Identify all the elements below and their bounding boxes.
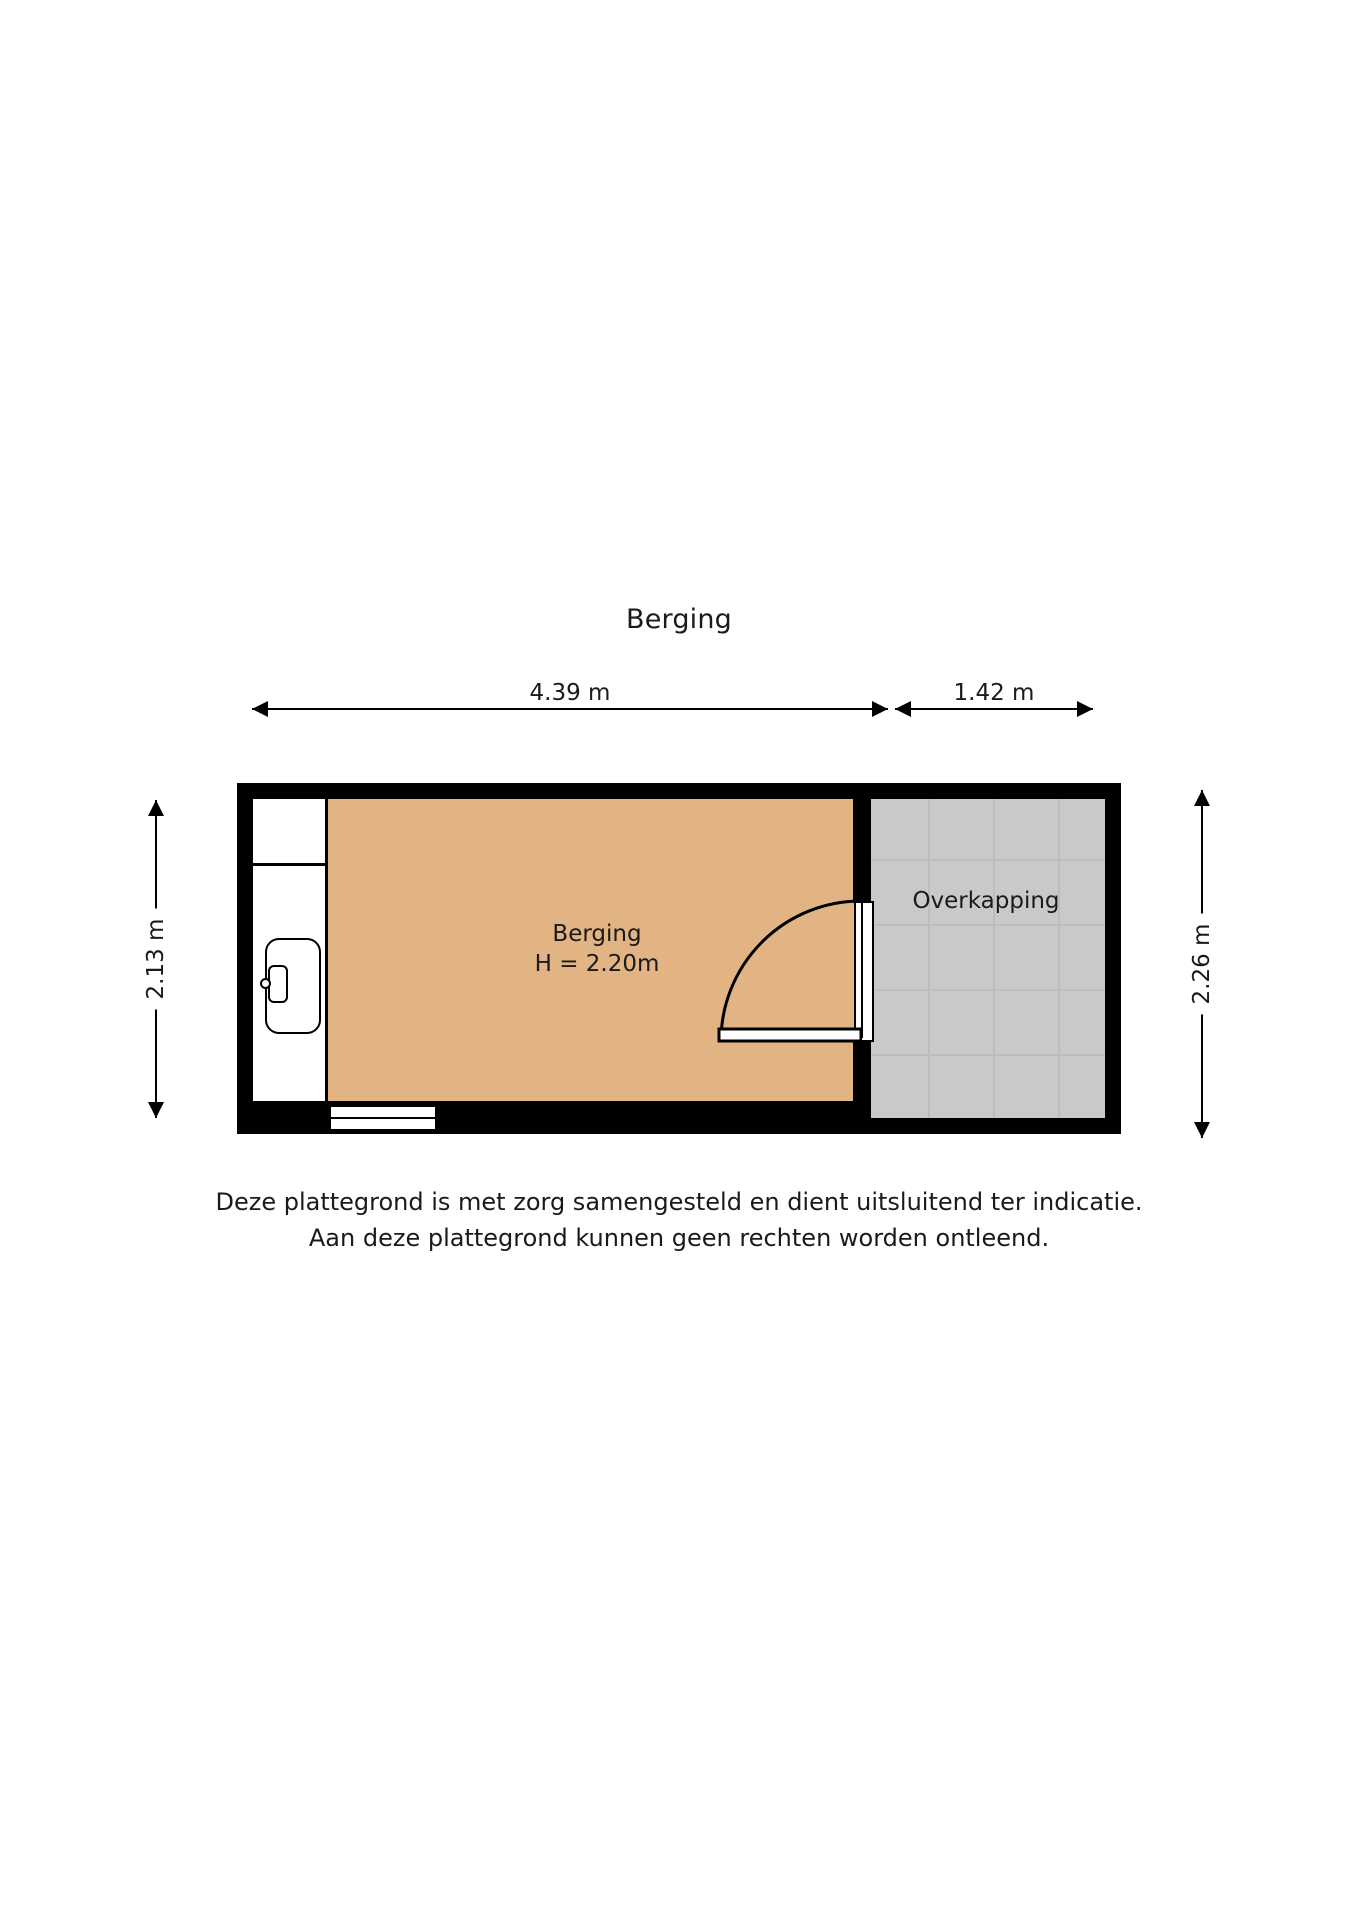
arrow-right-icon — [1077, 701, 1093, 717]
wall-right — [1105, 783, 1121, 1134]
partition-line — [325, 799, 328, 1101]
dimension-line — [895, 708, 1093, 710]
sink-faucet-icon — [268, 965, 288, 1003]
disclaimer-line-2: Aan deze plattegrond kunnen geen rechten worden ontleend. — [308, 1224, 1050, 1252]
dimension-left — [136, 800, 176, 1118]
arrow-left-icon — [252, 701, 268, 717]
dimension-top-right — [895, 679, 1093, 719]
wall-left — [237, 783, 253, 1134]
dimension-line — [252, 708, 888, 710]
room-height: H = 2.20m — [534, 951, 660, 977]
arrow-up-icon — [148, 800, 164, 816]
arrow-up-icon — [1194, 790, 1210, 806]
disclaimer — [0, 1184, 1358, 1256]
wall-top — [237, 783, 1121, 799]
canopy-tiles — [868, 799, 1105, 1118]
building-outline — [237, 783, 1121, 1134]
dimension-top-right-label: 1.42 m — [944, 679, 1045, 707]
dimension-right — [1182, 790, 1222, 1138]
dimension-top-left-label: 4.39 m — [520, 679, 621, 707]
room-name: Berging — [552, 921, 642, 947]
dimension-top-left — [252, 679, 888, 719]
partition-line — [253, 863, 327, 866]
page-title: Berging — [625, 604, 733, 635]
window-icon — [331, 1105, 435, 1131]
dimension-left-label: 2.13 m — [139, 909, 173, 1010]
room-label-berging — [417, 919, 777, 979]
arrow-left-icon — [895, 701, 911, 717]
arrow-right-icon — [872, 701, 888, 717]
dimension-right-label: 2.26 m — [1185, 914, 1219, 1015]
disclaimer-line-1: Deze plattegrond is met zorg samengesteld en dient uitsluitend ter indicatie. — [215, 1188, 1143, 1216]
canopy-area — [868, 799, 1105, 1118]
arrow-down-icon — [1194, 1122, 1210, 1138]
sink-tap-icon — [260, 978, 271, 989]
wall-divider-lower — [853, 1036, 871, 1118]
room-label-overkapping: Overkapping — [912, 888, 1060, 914]
arrow-down-icon — [148, 1102, 164, 1118]
